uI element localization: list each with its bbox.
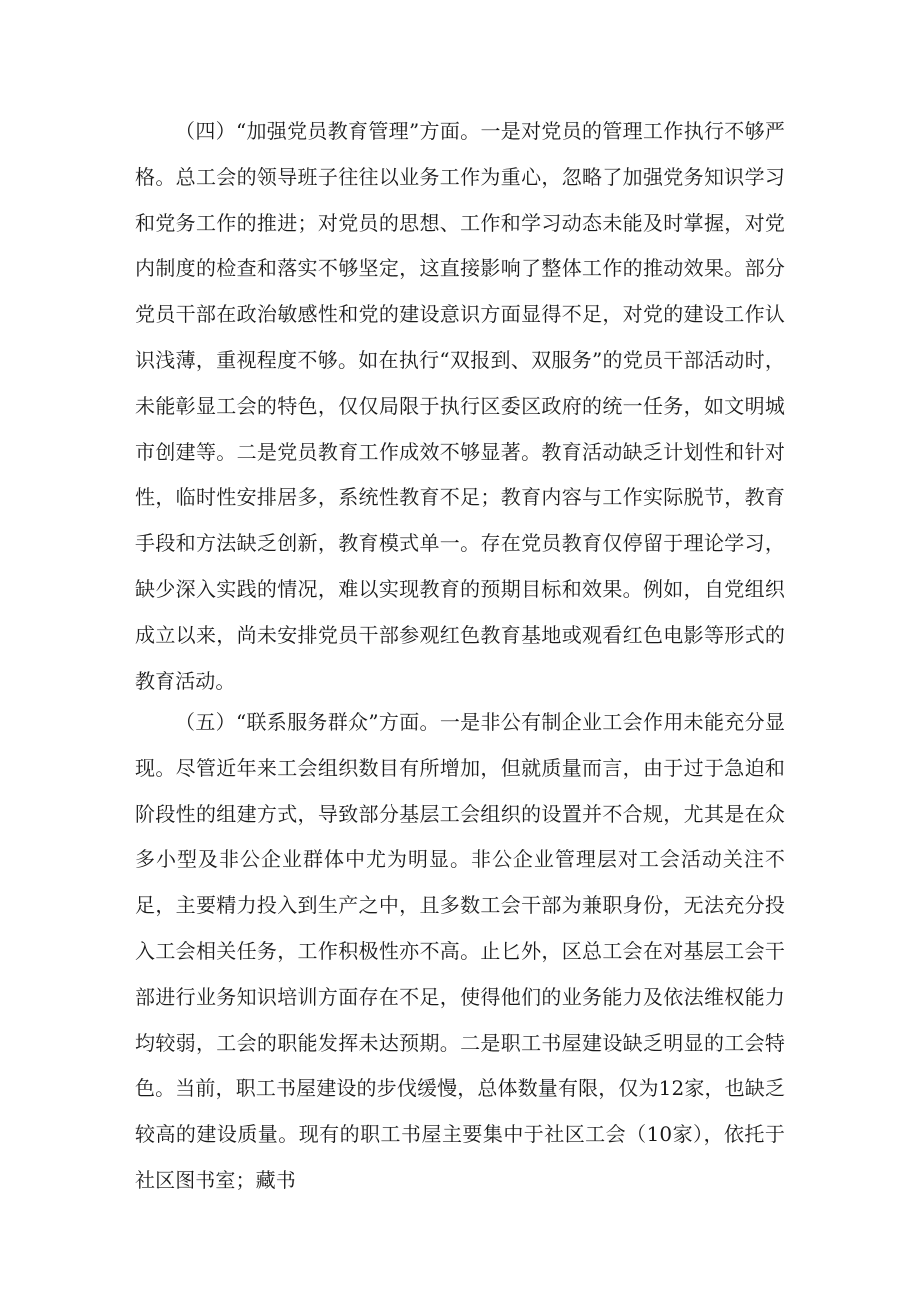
- paragraph-section-five: （五）“联系服务群众”方面。一是非公有制企业工会作用未能充分显现。尽管近年来工会组织数目有所增加，但就质量而言，由于过于急迫和阶段性的组建方式，导致部分基层工会组织的设置并不合规，尤其是在众多小型及非公企业群体中尤为明显。非公企业管理层对工会活动关注不足，主要精力投入到生产之中，且多数工会干部为兼职身份，无法充分投入工会相关任务，工作积极性亦不高。止匕外，区总工会在对基层工会干部进行业务知识培训方面存在不足，使得他们的业务能力及依法维权能力均较弱，工会的职能发挥未达预期。二是职工书屋建设缺乏明显的工会特色。当前，职工书屋建设的步伐缓慢，总体数量有限，仅为12家，也缺乏较高的建设质量。现有的职工书屋主要集中于社区工会（10家），依托于社区图书室；藏书: [135, 710, 785, 1192]
- paragraph-section-four: （四）“加强党员教育管理”方面。一是对党员的管理工作执行不够严格。总工会的领导班子往往以业务工作为重心，忽略了加强党务知识学习和党务工作的推进；对党员的思想、工作和学习动态未能及时掌握，对党内制度的检查和落实不够坚定，这直接影响了整体工作的推动效果。部分党员干部在政治敏感性和党的建设意识方面显得不足，对党的建设工作认识浅薄，重视程度不够。如在执行“双报到、双服务”的党员干部活动时，未能彰显工会的特色，仅仅局限于执行区委区政府的统一任务，如文明城市创建等。二是党员教育工作成效不够显著。教育活动缺乏计划性和针对性，临时性安排居多，系统性教育不足；教育内容与工作实际脱节，教育手段和方法缺乏创新，教育模式单一。存在党员教育仅停留于理论学习，缺少深入实践的情况，难以实现教育的预期目标和效果。例如，自党组织成立以来，尚未安排党员干部参观红色教育基地或观看红色电影等形式的教育活动。: [135, 119, 785, 693]
